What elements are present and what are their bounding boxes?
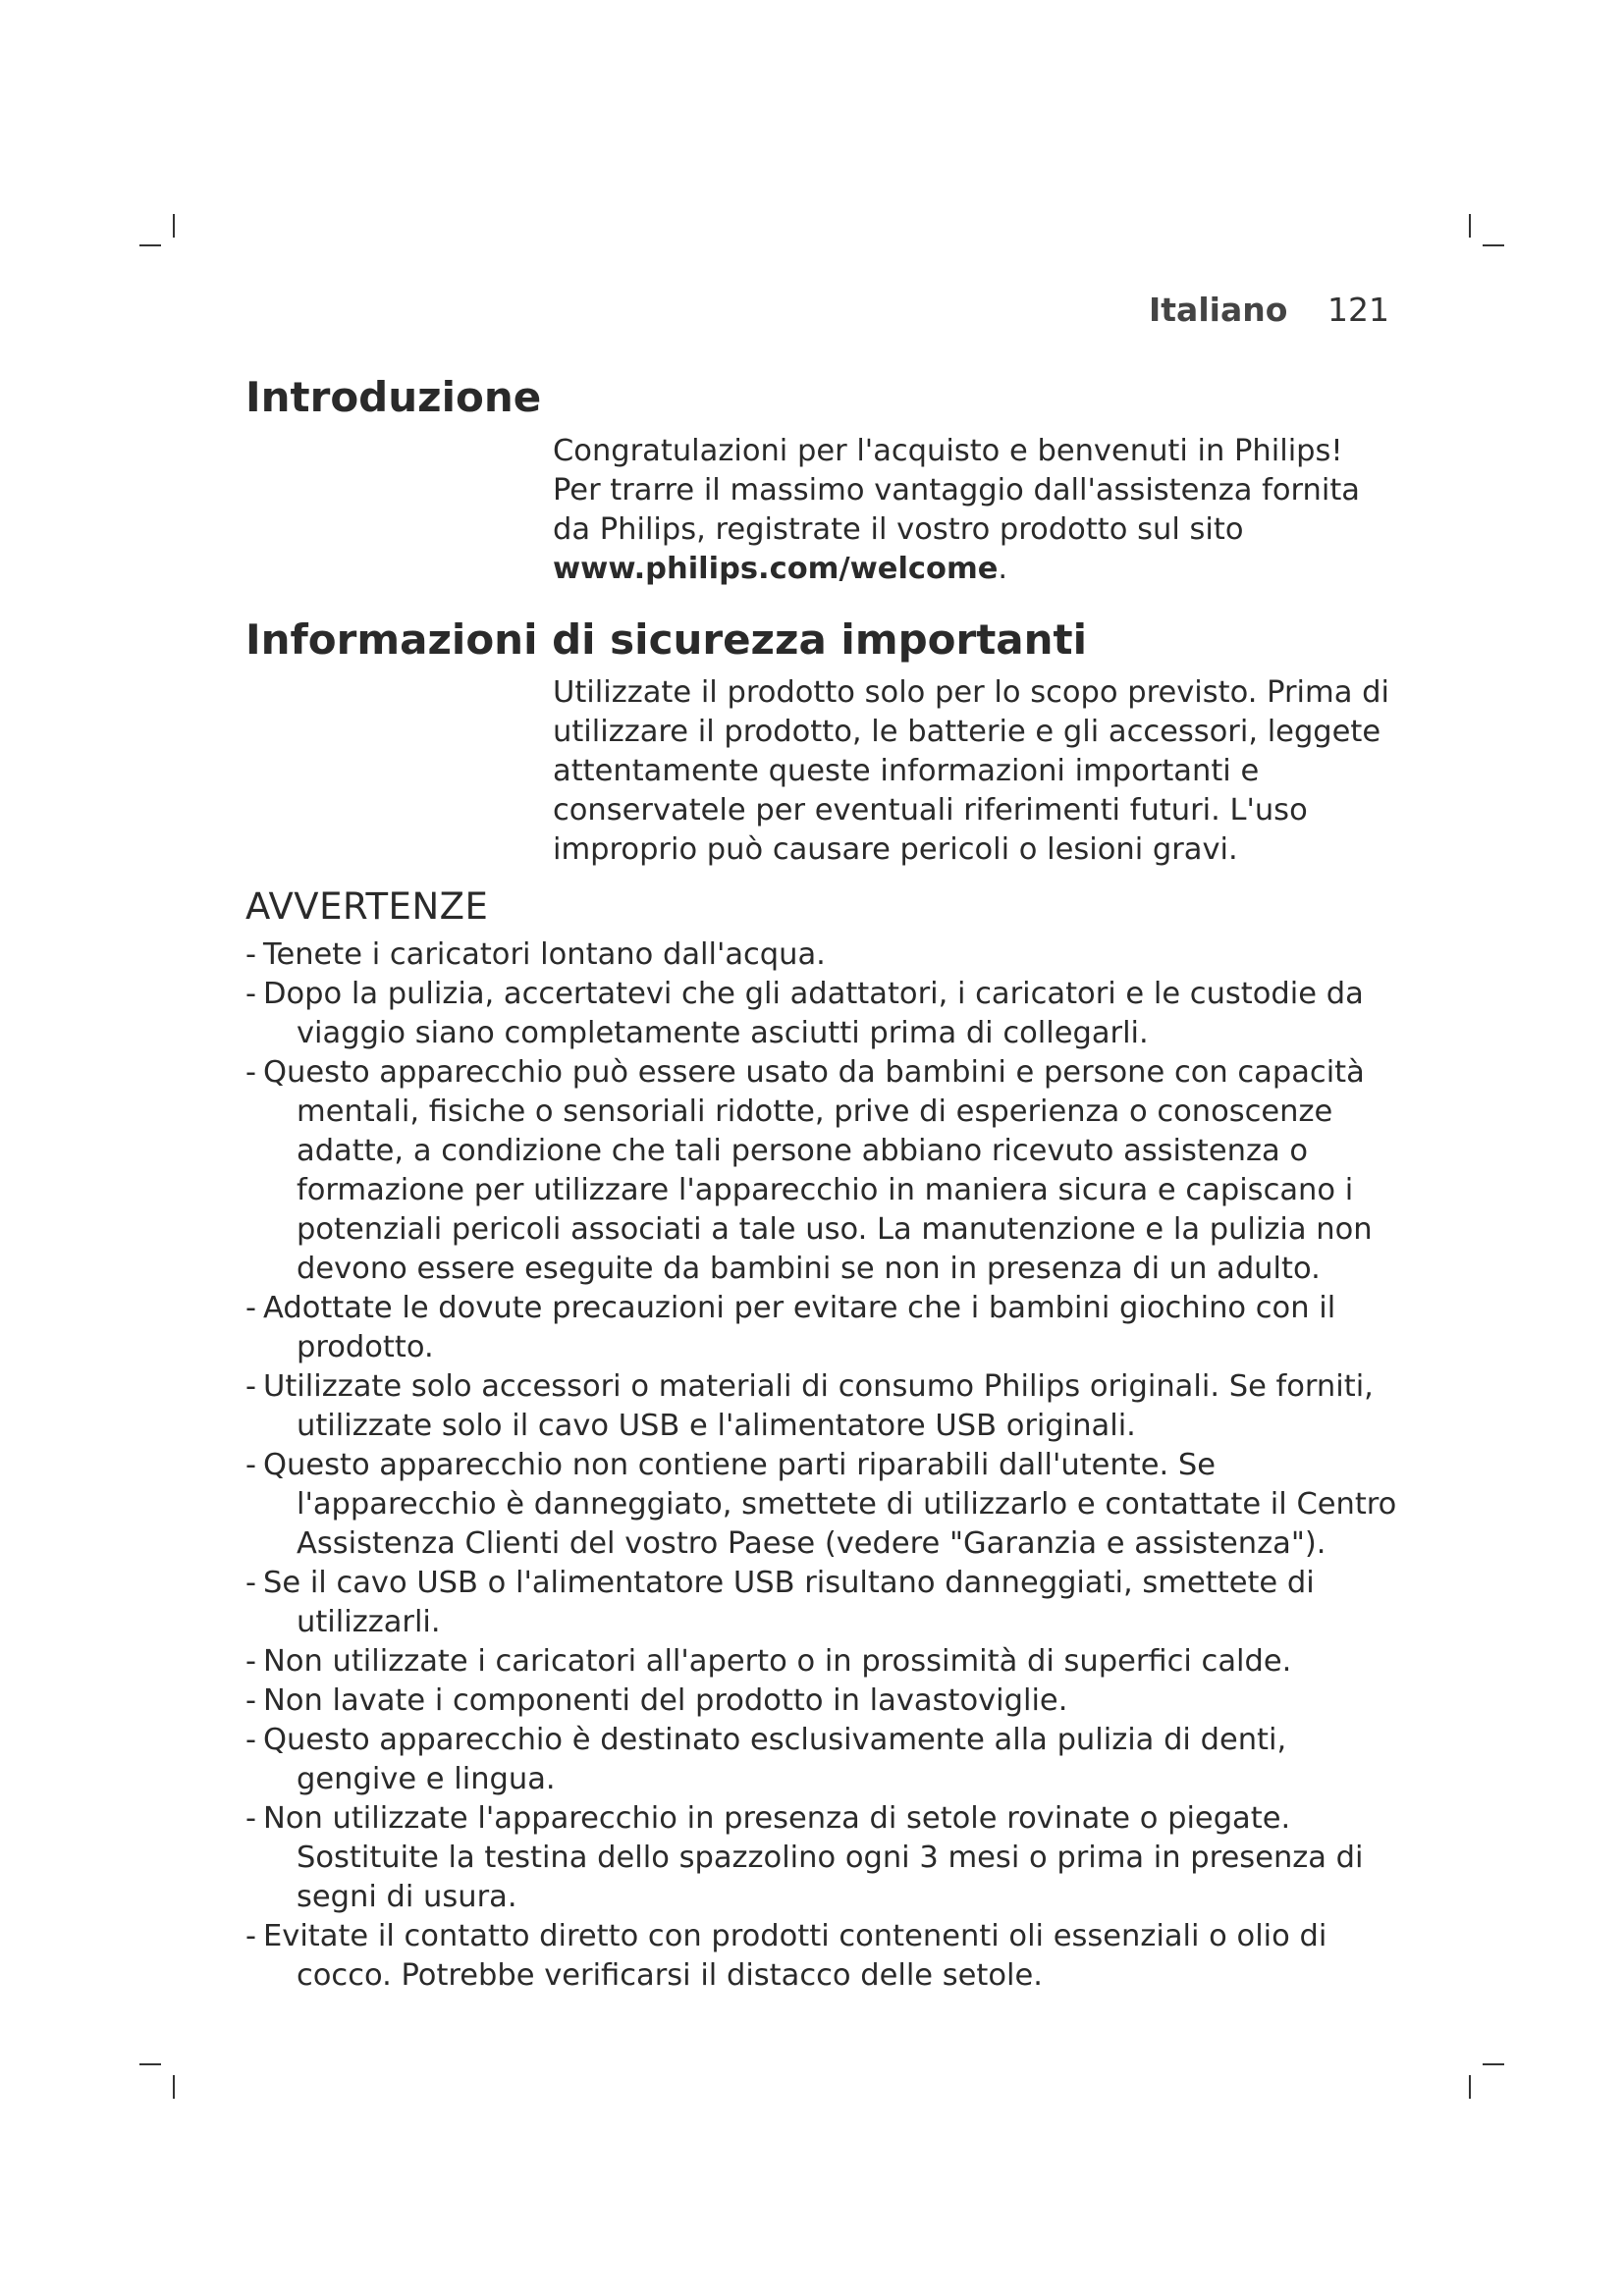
warning-item xyxy=(245,935,1399,975)
dash-bullet: - xyxy=(245,1055,257,1090)
warning-text: Questo apparecchio non contiene parti riparabili dall'utente. Se l'apparecchio è danneggiato, smettete di utilizzarlo e contattate il Centro Assistenza Clienti del vostro Paese (vedere "Garanzia e assistenza"). xyxy=(263,1448,1397,1561)
page-header xyxy=(1149,291,1389,329)
warnings-heading: AVVERTENZE xyxy=(245,885,489,928)
crop-mark-bottom-right-h xyxy=(1483,2063,1504,2065)
warning-text: Non utilizzate l'apparecchio in presenza di setole rovinate o piegate. Sostituite la testina dello spazzolino ogni 3 mesi o prima in presenza di segni di usura. xyxy=(263,1801,1364,1914)
dash-bullet: - xyxy=(245,1291,257,1325)
dash-bullet: - xyxy=(245,1723,257,1757)
warning-item xyxy=(245,1564,1399,1642)
dash-bullet: - xyxy=(245,1448,257,1482)
warning-item xyxy=(245,1721,1399,1799)
welcome-link[interactable]: www.philips.com/welcome xyxy=(553,552,999,586)
dash-bullet: - xyxy=(245,1566,257,1600)
warning-item xyxy=(245,1799,1399,1917)
warning-item xyxy=(245,1446,1399,1564)
dash-bullet: - xyxy=(245,1683,257,1718)
warning-text: Utilizzate solo accessori o materiali di consumo Philips originali. Se forniti, utilizzate solo il cavo USB e l'alimentatore USB originali. xyxy=(263,1369,1374,1443)
warning-text: Tenete i caricatori lontano dall'acqua. xyxy=(263,937,826,972)
safety-heading: Informazioni di sicurezza importanti xyxy=(245,615,1088,664)
warning-text: Questo apparecchio può essere usato da bambini e persone con capacità mentali, fisiche o sensoriali ridotte, prive di esperienza o conoscenze adatte, a condizione che tali persone abbiano ricevuto assistenza o formazione per utilizzare l'apparecchio in maniera sicura e capiscano i potenziali pericoli associati a tale uso. La manutenzione e la pulizia non devono essere eseguite da bambini se non in presenza di un adulto. xyxy=(263,1055,1373,1286)
warning-text: Adottate le dovute precauzioni per evitare che i bambini giochino con il prodotto. xyxy=(263,1291,1336,1364)
warning-item xyxy=(245,1367,1399,1446)
intro-heading: Introduzione xyxy=(245,373,542,421)
warning-text: Non utilizzate i caricatori all'aperto o in prossimità di superfici calde. xyxy=(263,1644,1292,1679)
page-number: 121 xyxy=(1327,291,1389,329)
safety-paragraph: Utilizzate il prodotto solo per lo scopo previsto. Prima di utilizzare il prodotto, le batterie e gli accessori, leggete attentamente queste informazioni importanti e conservatele per eventuali riferimenti futuri. L'uso improprio può causare pericoli o lesioni gravi. xyxy=(553,675,1389,867)
warning-item xyxy=(245,1289,1399,1367)
crop-mark-bottom-left-h xyxy=(139,2063,161,2065)
warning-item xyxy=(245,1682,1399,1721)
crop-mark-top-right-v xyxy=(1469,214,1471,238)
dash-bullet: - xyxy=(245,1919,257,1953)
warning-item xyxy=(245,1053,1399,1289)
crop-mark-bottom-left-v xyxy=(173,2075,175,2099)
dash-bullet: - xyxy=(245,1369,257,1404)
header-language: Italiano xyxy=(1149,291,1288,329)
crop-mark-top-left-h xyxy=(139,244,161,246)
dash-bullet: - xyxy=(245,1644,257,1679)
warning-text: Se il cavo USB o l'alimentatore USB risultano danneggiati, smettete di utilizzarli. xyxy=(263,1566,1315,1639)
warning-text: Questo apparecchio è destinato esclusivamente alla pulizia di denti, gengive e lingua. xyxy=(263,1723,1287,1796)
crop-mark-top-left-v xyxy=(173,214,175,238)
dash-bullet: - xyxy=(245,1801,257,1836)
intro-body xyxy=(553,432,1397,589)
warnings-list xyxy=(245,935,1399,1996)
warning-item xyxy=(245,1642,1399,1682)
safety-body xyxy=(553,673,1397,870)
warning-text: Non lavate i componenti del prodotto in lavastoviglie. xyxy=(263,1683,1068,1718)
warning-item xyxy=(245,1917,1399,1996)
intro-paragraph xyxy=(553,432,1397,589)
intro-text-end: . xyxy=(998,552,1008,586)
warning-text: Evitate il contatto diretto con prodotti contenenti oli essenziali o olio di cocco. Potrebbe verificarsi il distacco delle setole. xyxy=(263,1919,1327,1993)
intro-text: Congratulazioni per l'acquisto e benvenuti in Philips! Per trarre il massimo vantaggio dall'assistenza fornita da Philips, registrate il vostro prodotto sul sito xyxy=(553,434,1360,547)
crop-mark-bottom-right-v xyxy=(1469,2075,1471,2099)
warning-text: Dopo la pulizia, accertatevi che gli adattatori, i caricatori e le custodie da viaggio siano completamente asciutti prima di collegarli. xyxy=(263,977,1364,1050)
dash-bullet: - xyxy=(245,977,257,1011)
warning-item xyxy=(245,975,1399,1053)
dash-bullet: - xyxy=(245,937,257,972)
crop-mark-top-right-h xyxy=(1483,244,1504,246)
